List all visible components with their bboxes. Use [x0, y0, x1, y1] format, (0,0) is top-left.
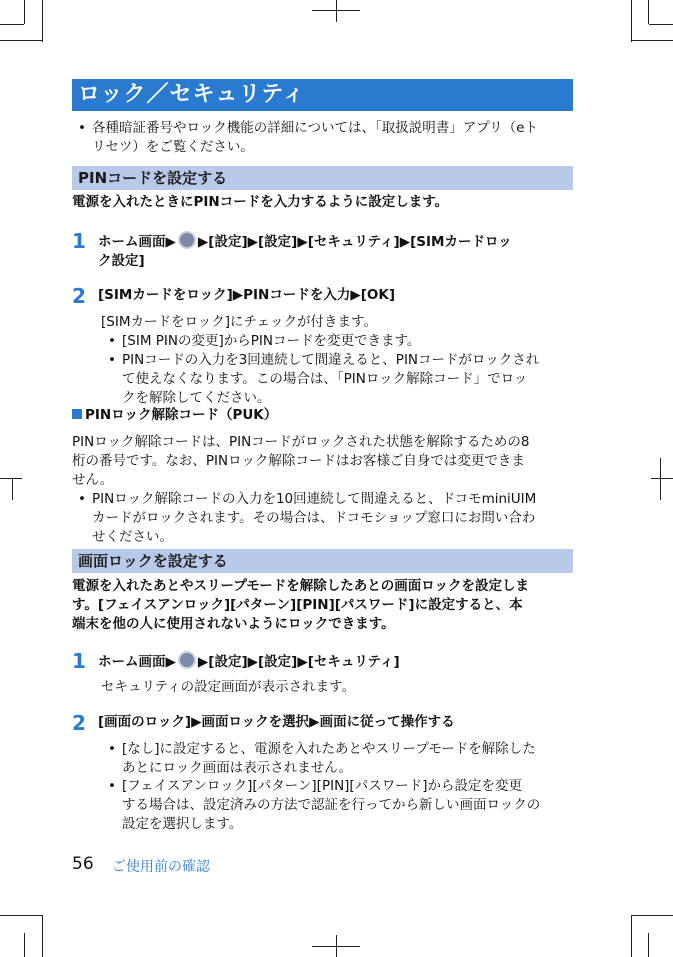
step-number: 2	[72, 711, 86, 735]
step-number: 1	[72, 229, 86, 253]
list-item: • [SIM PINの変更]からPINコードを変更できます。	[122, 332, 420, 351]
pin-step2-result: [SIMカードをロック]にチェックが付きます。	[101, 314, 377, 330]
puk-heading: PINロック解除コード（PUK）	[72, 406, 277, 425]
screen-lead: 電源を入れたあとやスリープモードを解除したあとの画面ロックを設定しま す。[フェイスアンロック][パターン][PIN][パスワード]に設定すると、本 端末を他の人に使用されないようにロックできます。	[72, 578, 529, 632]
page-number: 56	[72, 854, 94, 874]
pin-step1-text: ホーム画面▶ ▶[設定]▶[設定]▶[セキュリティ]▶[SIMカードロッ ク設定]	[98, 231, 574, 271]
intro-bullet: • 各種暗証番号やロック機能の詳細については、「取扱説明書」アプリ（eト リセツ）をご覧ください。	[92, 119, 538, 157]
pin-step2-text: [SIMカードをロック]▶PINコードを入力▶[OK]	[98, 287, 396, 303]
list-item: • PINロック解除コードの入力を10回連続して間違えると、ドコモminiUIM カードがロックされます。その場合は、ドコモショップ窓口にお問い合わ せください。	[92, 490, 536, 547]
page-title: ロック／セキュリティ	[72, 79, 573, 111]
section-heading-pin: PINコードを設定する	[72, 166, 573, 190]
step-number: 2	[72, 284, 86, 308]
app-icon	[178, 651, 196, 669]
screen-step2-text: [画面のロック]▶画面ロックを選択▶画面に従って操作する	[98, 714, 455, 730]
list-item: • [フェイスアンロック][パターン][PIN][パスワード]から設定を変更 する場合は、設定済みの方法で認証を行ってから新しい画面ロックの 設定を選択します。	[122, 777, 540, 834]
square-bullet-icon	[72, 409, 82, 419]
section-heading-screen-lock: 画面ロックを設定する	[72, 549, 573, 573]
list-item: • [なし]に設定すると、電源を入れたあとやスリープモードを解除した あとにロック画面は表示されません。	[122, 740, 536, 778]
list-item: • PINコードの入力を3回連続して間違えると、PINコードがロックされ て使えなくなります。この場合は、「PINロック解除コード」でロッ クを解除してください。	[122, 351, 539, 408]
step-number: 1	[72, 649, 86, 673]
puk-body: PINロック解除コードは、PINコードがロックされた状態を解除するための8 桁の番号です。なお、PINロック解除コードはお客様ご自身では変更できま せん。	[72, 434, 530, 488]
app-icon	[178, 231, 196, 249]
pin-lead: 電源を入れたときにPINコードを入力するように設定します。	[72, 194, 449, 210]
screen-step1-result: セキュリティの設定画面が表示されます。	[101, 679, 356, 695]
screen-step1-text: ホーム画面▶ ▶[設定]▶[設定]▶[セキュリティ]	[98, 651, 400, 672]
chapter-label: ご使用前の確認	[112, 859, 210, 875]
